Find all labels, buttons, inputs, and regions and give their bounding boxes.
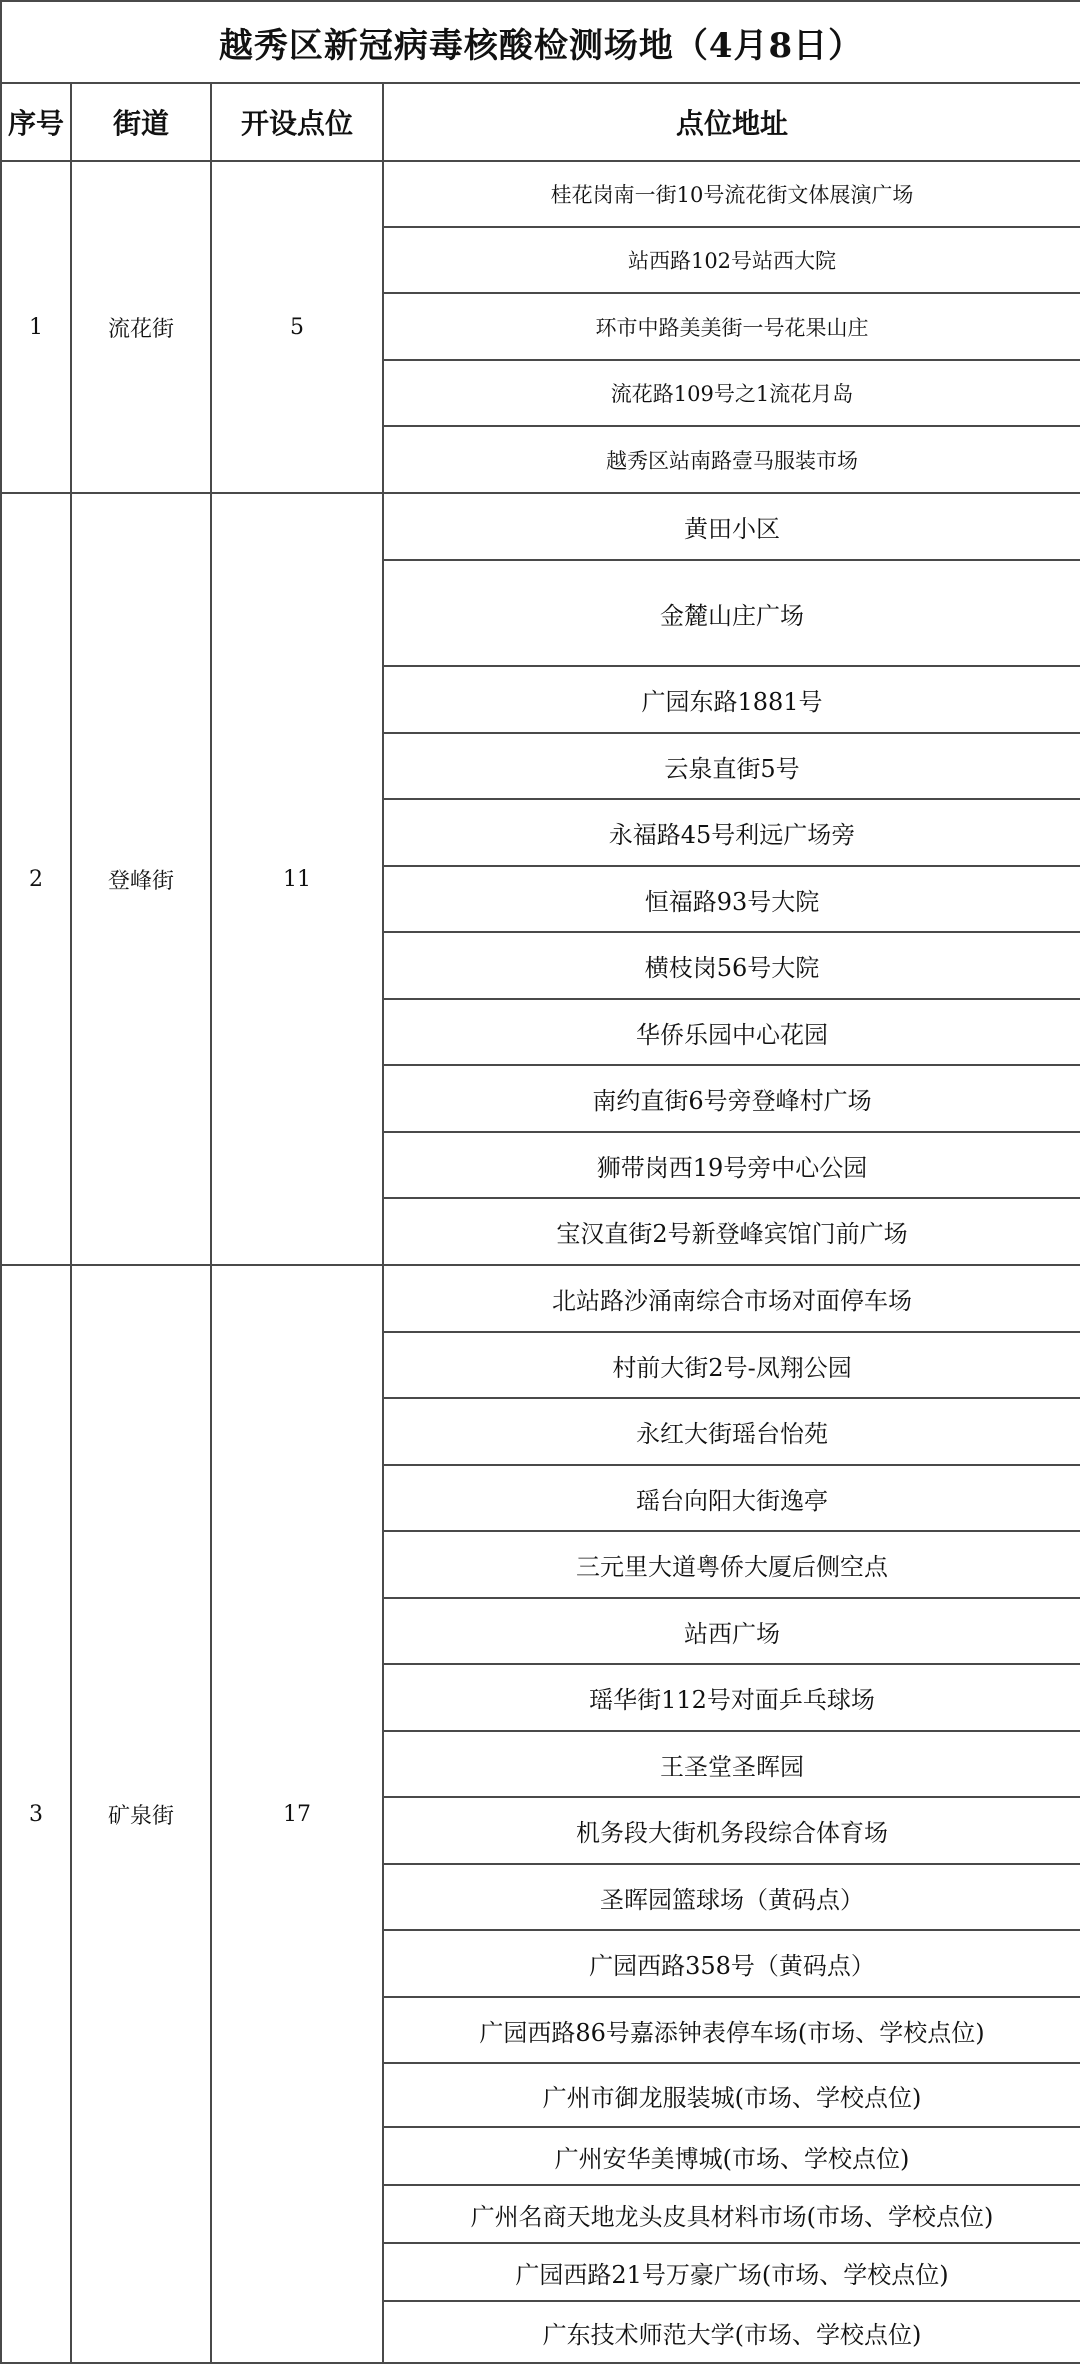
address-cell: 站西广场 bbox=[383, 1598, 1080, 1664]
table-row bbox=[1, 161, 1080, 227]
address-cell: 永红大街瑶台怡苑 bbox=[383, 1398, 1080, 1465]
table-row bbox=[1, 493, 1080, 560]
street-cell: 矿泉街 bbox=[71, 1265, 211, 2363]
address-cell: 华侨乐园中心花园 bbox=[383, 999, 1080, 1065]
address-cell: 北站路沙涌南综合市场对面停车场 bbox=[383, 1265, 1080, 1332]
address-cell: 广东技术师范大学(市场、学校点位) bbox=[383, 2301, 1080, 2363]
header-street: 街道 bbox=[71, 83, 211, 161]
address-cell: 广州名商天地龙头皮具材料市场(市场、学校点位) bbox=[383, 2185, 1080, 2243]
site-count-cell: 5 bbox=[211, 161, 383, 493]
address-cell: 机务段大街机务段综合体育场 bbox=[383, 1797, 1080, 1864]
address-cell: 广园西路86号嘉添钟表停车场(市场、学校点位) bbox=[383, 1997, 1080, 2063]
header-count: 开设点位 bbox=[211, 83, 383, 161]
address-cell: 金麓山庄广场 bbox=[383, 560, 1080, 666]
address-cell: 广州市御龙服装城(市场、学校点位) bbox=[383, 2063, 1080, 2127]
address-cell: 村前大街2号-凤翔公园 bbox=[383, 1332, 1080, 1398]
address-cell: 南约直街6号旁登峰村广场 bbox=[383, 1065, 1080, 1132]
index-cell: 3 bbox=[1, 1265, 71, 2363]
address-cell: 云泉直街5号 bbox=[383, 733, 1080, 799]
title-row bbox=[1, 1, 1080, 83]
table-title: 越秀区新冠病毒核酸检测场地（4月8日） bbox=[1, 1, 1080, 83]
address-cell: 瑶台向阳大街逸亭 bbox=[383, 1465, 1080, 1531]
header-row bbox=[1, 83, 1080, 161]
address-cell: 广园西路21号万豪广场(市场、学校点位) bbox=[383, 2243, 1080, 2301]
address-cell: 广园西路358号（黄码点） bbox=[383, 1930, 1080, 1997]
header-index: 序号 bbox=[1, 83, 71, 161]
address-cell: 横枝岗56号大院 bbox=[383, 932, 1080, 999]
address-cell: 越秀区站南路壹马服装市场 bbox=[383, 426, 1080, 493]
address-cell: 流花路109号之1流花月岛 bbox=[383, 360, 1080, 426]
table-row bbox=[1, 1265, 1080, 1332]
index-cell: 1 bbox=[1, 161, 71, 493]
street-cell: 流花街 bbox=[71, 161, 211, 493]
address-cell: 狮带岗西19号旁中心公园 bbox=[383, 1132, 1080, 1198]
address-cell: 广州安华美博城(市场、学校点位) bbox=[383, 2127, 1080, 2185]
address-cell: 三元里大道粤侨大厦后侧空点 bbox=[383, 1531, 1080, 1598]
table-body bbox=[1, 161, 1080, 2363]
address-cell: 站西路102号站西大院 bbox=[383, 227, 1080, 293]
address-cell: 宝汉直街2号新登峰宾馆门前广场 bbox=[383, 1198, 1080, 1265]
address-cell: 瑶华街112号对面乒乓球场 bbox=[383, 1664, 1080, 1731]
address-cell: 环市中路美美街一号花果山庄 bbox=[383, 293, 1080, 360]
site-count-cell: 17 bbox=[211, 1265, 383, 2363]
address-cell: 广园东路1881号 bbox=[383, 666, 1080, 733]
header-address: 点位地址 bbox=[383, 83, 1080, 161]
address-cell: 永福路45号利远广场旁 bbox=[383, 799, 1080, 866]
street-cell: 登峰街 bbox=[71, 493, 211, 1265]
address-cell: 桂花岗南一街10号流花街文体展演广场 bbox=[383, 161, 1080, 227]
address-cell: 王圣堂圣晖园 bbox=[383, 1731, 1080, 1797]
index-cell: 2 bbox=[1, 493, 71, 1265]
address-cell: 恒福路93号大院 bbox=[383, 866, 1080, 932]
site-count-cell: 11 bbox=[211, 493, 383, 1265]
address-cell: 圣晖园篮球场（黄码点） bbox=[383, 1864, 1080, 1930]
address-cell: 黄田小区 bbox=[383, 493, 1080, 560]
